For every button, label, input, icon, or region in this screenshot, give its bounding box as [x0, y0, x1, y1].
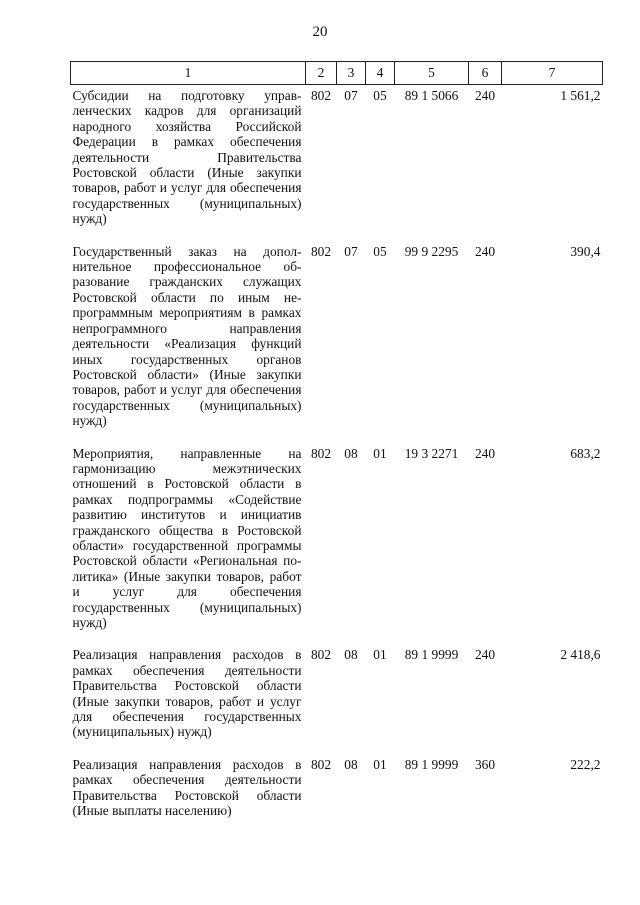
header-col-2: 2: [306, 62, 337, 85]
row-subsection: 05: [373, 88, 387, 103]
header-row: [71, 62, 603, 85]
row-amount: 1 561,2: [560, 88, 601, 103]
row-subsection: 01: [373, 445, 387, 461]
row-article: 89 1 5066: [404, 88, 459, 103]
row-section: 08: [344, 445, 358, 461]
budget-table: [70, 61, 603, 832]
row-subsection: 05: [373, 243, 387, 259]
row-article: 89 1 9999: [404, 756, 459, 772]
row-section: 08: [344, 647, 358, 663]
row-subsection: 01: [373, 756, 387, 772]
header-col-3: 3: [337, 62, 366, 85]
table-header: [71, 62, 603, 85]
row-ministry: 802: [310, 88, 332, 103]
row-name: Субсидии на подготовку управленческих кадров для организаций народного хозяйства Российской Федерации в рамках обеспечения деятельности Правительства Ростовской области (Иные закупки товаров, работ и услуг для обеспечения государственных (муниципальных) нужд): [72, 88, 302, 227]
row-article: 19 3 2271: [404, 445, 459, 461]
header-col-6: 6: [469, 62, 502, 85]
table-body: [71, 85, 603, 833]
row-article: 99 9 2295: [404, 243, 459, 259]
row-section: 08: [344, 756, 358, 772]
row-ministry: 802: [310, 243, 332, 259]
row-amount: 683,2: [570, 445, 601, 461]
table-row: [71, 754, 603, 833]
row-section: 07: [344, 243, 358, 259]
row-amount: 222,2: [570, 756, 601, 772]
table-row: [71, 443, 603, 645]
row-amount: 2 418,6: [560, 647, 601, 663]
row-section: 07: [344, 88, 358, 103]
header-col-1: 1: [71, 62, 306, 85]
row-name: Государственный заказ на дополнительное профессиональное образование гражданских служащих Ростовской области по иным непрограммным мероприятиям в рамках непрограммного направления деятельности «Реализация функций иных государственных органов Ростовской области» (Иные закупки товаров, работ и услуг для обеспечения государственных (муниципальных) нужд): [72, 243, 302, 429]
table-row: [71, 644, 603, 753]
row-expense-type: 240: [474, 647, 496, 663]
table-row: [71, 241, 603, 443]
row-expense-type: 360: [474, 756, 496, 772]
row-expense-type: 240: [474, 243, 496, 259]
header-col-5: 5: [395, 62, 469, 85]
row-name: Реализация направления расходов в рамках обеспечения деятельности Правительства Ростовской области (Иные выплаты населению): [72, 756, 302, 819]
row-ministry: 802: [310, 647, 332, 663]
row-expense-type: 240: [474, 445, 496, 461]
row-subsection: 01: [373, 647, 387, 663]
row-name: Реализация направления расходов в рамках обеспечения деятельности Правительства Ростовской области (Иные закупки товаров, работ и услуг для обеспечения государственных (муниципальных) нужд): [72, 647, 302, 740]
row-name: Мероприятия, направленные на гармонизацию межэтнических отношений в Ростовской области в рамках подпрограммы «Содействие развитию институтов и инициатив гражданского общества в Ростовской области» государственной программы Ростовской области «Региональная политика» (Иные закупки товаров, работ и услуг для обеспечения государственных (муниципальных) нужд): [72, 445, 302, 630]
page-number: 20: [312, 24, 328, 40]
row-article: 89 1 9999: [404, 647, 459, 663]
table-row: [71, 85, 603, 241]
row-expense-type: 240: [474, 88, 496, 103]
row-amount: 390,4: [570, 243, 601, 259]
row-ministry: 802: [310, 756, 332, 772]
header-col-7: 7: [502, 62, 603, 85]
header-col-4: 4: [366, 62, 395, 85]
row-ministry: 802: [310, 445, 332, 461]
